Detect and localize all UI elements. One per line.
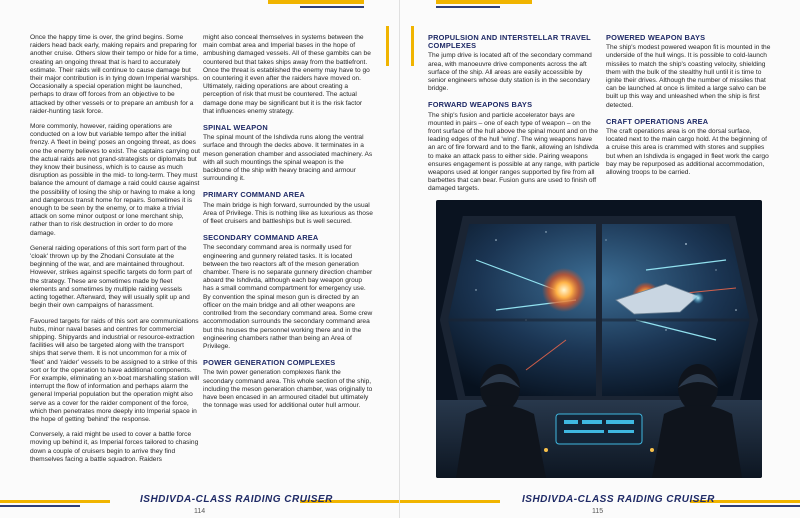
paragraph: Conversely, a raid might be used to cover a battle force moving up behind it, as Imperial forces tailored to chasing down a couple of cruisers begin to arrive they find themselves facing a battle squadron. Raiders	[30, 431, 199, 463]
paragraph: The secondary command area is normally used for engineering and gunnery related tasks. It is located between the two reactors aft of the meson generation chamber. There is no separate gunnery direction chamber aboard the Ishdivda, although each bay weapon group has a small command compartment for emergency use. By convention the spinal meson gun is directed by an officer on the main bridge and all other weapons are controlled from the secondary command area. Some crew accommodation surrounds the secondary command area but this houses the personnel working there and in the engineering chambers rather than being an Area of Privilege.	[203, 244, 373, 350]
bottom-frame-accent	[0, 500, 110, 503]
paragraph: might also conceal themselves in systems between the main combat area and Imperial bases in the hope of ambushing damaged vessels. All of these gambits can be countered but that takes ships away from the battlefront. Once the threat is established the enemy may have to go on countering it even after the raiders have moved on. Ultimately, raiding operations are about creating a perception of risk that must be countered. The actual damage done may be significant but it is the risk factor that influences enemy strategy.	[203, 34, 371, 115]
top-frame-accent-dark	[436, 6, 500, 8]
right-column-2	[606, 34, 772, 184]
paragraph: Favoured targets for raids of this sort are communications hubs, minor naval bases and centres for commercial shipping. Shipyards and industrial or resource-extraction facilities will also be targeted along with the transport ships that serve them. It is not uncommon for a mix of 'fleet' and 'raider' vessels to be assigned to a strike of this sort or for the operation to have additional components. For example, eliminating an x-boat marshalling station will interrupt the flow of information and perhaps alarm the general Imperial population but the operation might also serve as a cover for the raider component of the force, which then penetrates more deeply into Imperial space in the hope of getting 'behind' the response.	[30, 317, 199, 423]
paragraph: General raiding operations of this sort form part of the 'cloak' thrown up by the Zhodani Consulate at the beginning of the war, and are maintained throughout. However, strikes against specific targets do form part of the strategy. These are sometimes made by fleet elements and sometimes by multiple raiding vessels acting together. Afterward, they will usually split up and begin their own campaigns of harassment.	[30, 244, 192, 310]
section-heading: FORWARD WEAPONS BAYS	[428, 100, 533, 110]
paragraph: More commonly, however, raiding operations are conducted on a low but variable tempo after the initial frenzy. A 'fleet in being' poses an ongoing threat, as does one the enemy believes to exist. The captains carrying out the actual raids are not grand-strategists or diplomats but they know their business, which is to cause as much disruption as possible in the mid- to long-term. They must balance the amount of damage a raid could cause against the possibility of losing the ship or having to make a long and dangerous transit home for repairs. Sometimes it is enough to be seen by the enemy, or to make a trivial attack on some minor outpost or lone merchant ship, rather than to risk destruction in order to do more damage.	[30, 123, 200, 237]
paragraph: The craft operations area is on the dorsal surface, located next to the main cargo hold. At the beginning of a cruise this area is crammed with stores and supplies but when an Ishdivda is engaged in fleet work the cargo bay may be repurposed as additional accommodation, allowing troops to be carried.	[606, 128, 769, 177]
section-heading: SPINAL WEAPON	[203, 123, 268, 133]
section-heading: CRAFT OPERATIONS AREA	[606, 116, 709, 126]
footer-title: ISHDIVDA-CLASS RAIDING CRUISER	[522, 494, 715, 505]
section-heading: PROPULSION AND INTERSTELLAR TRAVEL COMPLEXES	[428, 33, 591, 51]
bottom-frame-accent-dark	[0, 505, 80, 507]
paragraph: The ship's modest powered weapon fit is mounted in the underside of the hull wings. It is possible to cold-launch missiles to match the ship's coasting velocity, shielding them with the bulk of the stealthy hull until it is time to ignite their drives. Although the number of missiles that can be launched at once is limited a large salvo can be built up this way and unleashed when the ship is first detected.	[606, 44, 771, 109]
paragraph: The ship's fusion and particle accelerator bays are mounted in pairs – one of each type of weapon – on the front surface of the hull above the spinal mount and on the leading edges of the hull 'wing'. The wing weapons have an arc of fire forward and to the flank, allowing an Ishdivda to make an attack pass to either side. Pairing weapons ensures engagement is possible at any range, with particle weapons used at longer ranges supported by fire from all barbettes that can bear. Fusion guns are used to finish off damaged targets.	[428, 111, 600, 193]
bottom-left-accent	[400, 500, 500, 503]
left-column-1	[30, 34, 200, 471]
paragraph: The spinal mount of the Ishdivda runs along the ventral surface and through the decks above. It terminates in a meson generation chamber and associated machinery. As with all such mountings the spinal weapon is the backbone of the ship with heavy bracing and armour surrounding it.	[203, 134, 373, 183]
paragraph: The jump drive is located aft of the secondary command area, with manoeuvre drive components across the aft surface of the ship. All areas are easily accessible by senior engineers whose duty station is in the secondary bridge.	[428, 52, 592, 93]
section-heading: POWER GENERATION COMPLEXES	[203, 358, 336, 368]
section-heading: POWERED WEAPON BAYS	[606, 33, 706, 42]
section-heading: PRIMARY COMMAND AREA	[203, 190, 305, 200]
cockpit-illustration	[436, 200, 762, 478]
right-page	[400, 0, 800, 518]
page-number: 114	[194, 508, 206, 515]
left-edge-accent	[411, 26, 414, 66]
section-heading: SECONDARY COMMAND AREA	[203, 233, 319, 243]
left-column-2	[203, 34, 373, 417]
footer-title: ISHDIVDA-CLASS RAIDING CRUISER	[140, 494, 333, 505]
right-column-1	[428, 34, 600, 201]
top-frame-accent-dark	[300, 6, 364, 8]
top-frame-accent	[436, 0, 532, 4]
paragraph: The main bridge is high forward, surrounded by the usual Area of Privilege. This is nothing like as luxurious as those of fleet cruisers and battleships but is well secured.	[203, 201, 373, 226]
top-frame-accent	[268, 0, 364, 4]
paragraph: The twin power generation complexes flank the secondary command area. This whole section of the ship, including the meson generation chamber, was originally to have been encased in an armoured citadel but ultimately the tonnage was used for additional outer hull armour.	[203, 369, 373, 410]
bottom-frame-accent-dark	[720, 505, 800, 507]
page-number: 115	[592, 508, 604, 515]
right-edge-accent	[386, 26, 389, 66]
paragraph: Once the happy time is over, the grind begins. Some raiders head back early, making repairs and preparing for another cruise. Others slow their tempo or hide for a time, creating an ongoing threat that is hard to accurately estimate. Their raids will continue to cause damage but their major contribution is in tying down Imperial warships. Occasionally a special operation might be launched, perhaps to draw off forces from an objective to be attacked by other vessels or to prepare an ambush for a raider-hunting task force.	[30, 34, 199, 115]
